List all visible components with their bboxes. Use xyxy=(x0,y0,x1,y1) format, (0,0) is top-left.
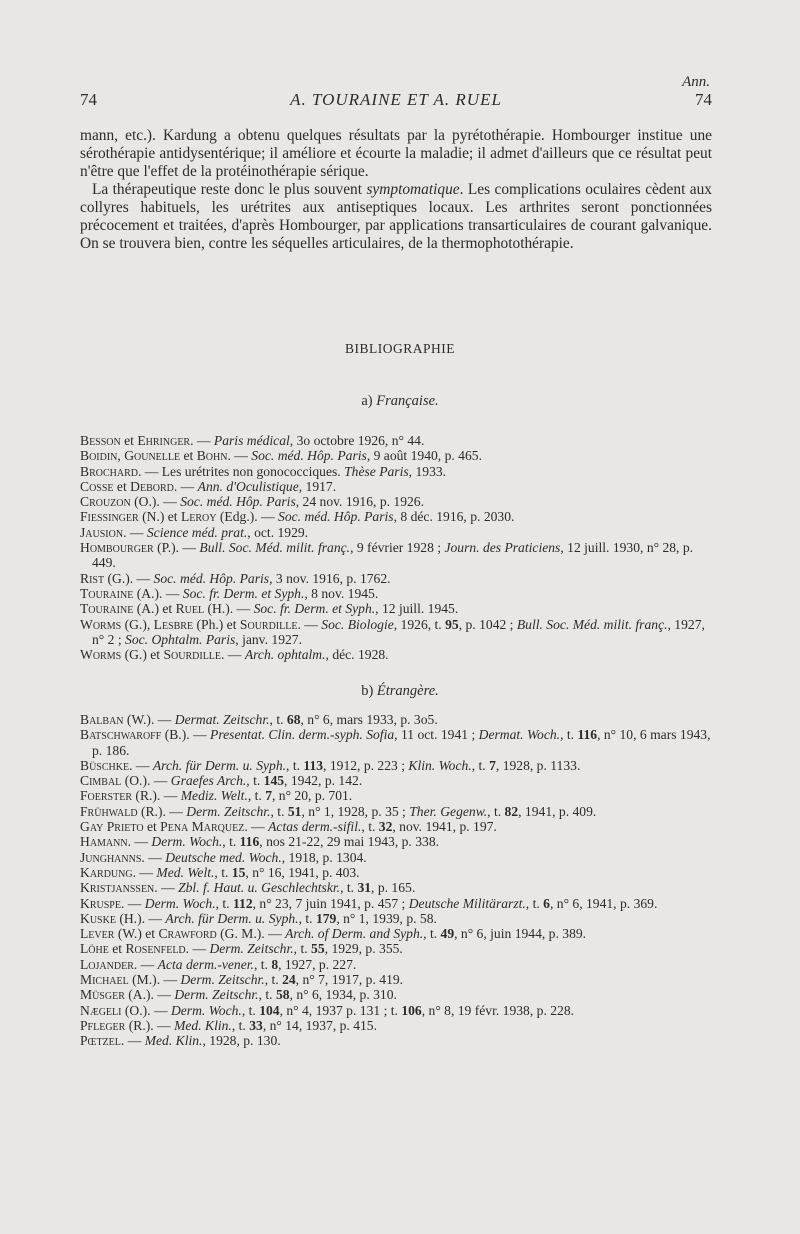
reference-segment: . — xyxy=(185,941,210,957)
reference-entry xyxy=(80,941,712,956)
reference-entry xyxy=(80,525,712,540)
reference-segment: Zbl. f. Haut. u. Geschlechtskr. xyxy=(178,880,341,896)
reference-segment: Thèse Paris xyxy=(344,463,409,479)
reference-segment: , 1933. xyxy=(408,463,447,479)
reference-segment: Arch. für Derm. u. Syph. xyxy=(165,910,299,926)
reference-entry xyxy=(80,464,712,479)
reference-segment: , p. 165. xyxy=(371,880,416,896)
reference-segment: , t. xyxy=(361,819,379,835)
reference-segment: 116 xyxy=(577,727,598,743)
reference-entry xyxy=(80,479,712,494)
reference-segment: , 12 juill. 1945. xyxy=(375,601,459,617)
reference-segment: , n° 4, 1937 p. 131 ; t. xyxy=(279,1002,402,1018)
reference-segment: , t. xyxy=(270,803,288,819)
reference-segment: , n° 10, 6 mars 1943, p. 186. xyxy=(92,727,711,758)
paragraph-2-start: La thérapeutique reste donc le plus souvent xyxy=(92,181,367,198)
reference-segment: , 8 nov. 1945. xyxy=(304,585,379,601)
reference-segment: Dermat. Zeitschr. xyxy=(174,712,270,727)
page-number-left: 74 xyxy=(80,90,97,109)
reference-entry xyxy=(80,586,712,601)
reference-segment: Bull. Soc. Méd. milit. franç. xyxy=(199,540,351,556)
reference-entry xyxy=(80,773,712,788)
reference-segment: 33 xyxy=(249,1017,263,1033)
reference-segment: Ehringer xyxy=(137,433,191,448)
reference-segment: , t. xyxy=(258,987,276,1003)
reference-segment: 145 xyxy=(263,773,285,789)
reference-segment: , n° 8, 19 févr. 1938, p. 228. xyxy=(421,1002,575,1018)
reference-segment: , t. xyxy=(340,880,358,896)
reference-segment: Bohn xyxy=(196,448,228,464)
reference-segment: (O.). — xyxy=(130,494,181,510)
reference-segment: , t. xyxy=(253,956,272,972)
reference-entry xyxy=(80,494,712,509)
reference-entry xyxy=(80,509,712,524)
reference-segment: Foerster xyxy=(80,788,133,804)
reference-segment: Fiessinger xyxy=(80,509,139,525)
reference-segment: Leroy xyxy=(180,509,217,525)
reference-segment: . — xyxy=(297,616,322,632)
reference-segment: Arch. of Derm. and Syph. xyxy=(285,926,424,942)
reference-segment: 6 xyxy=(543,895,550,911)
reference-segment: . — xyxy=(154,880,179,896)
reference-segment: (G.), xyxy=(121,616,154,632)
running-title: A. TOURAINE ET A. RUEL xyxy=(290,90,502,109)
reference-segment: . — xyxy=(133,956,158,972)
reference-segment: (G.). — xyxy=(104,570,154,586)
reference-entry xyxy=(80,1003,712,1018)
reference-segment: Pfleger xyxy=(80,1017,126,1033)
reference-segment: Gounelle xyxy=(124,448,181,464)
reference-segment: , 1927, p. 227. xyxy=(278,956,357,972)
reference-segment: , n° 20, p. 701. xyxy=(272,788,353,804)
reference-segment: Kristjanssen xyxy=(80,880,155,896)
reference-segment: Derm. Zeitschr. xyxy=(186,803,271,819)
reference-segment: , 1912, p. 223 ; xyxy=(323,757,409,773)
reference-entry xyxy=(80,617,712,648)
reference-segment: , p. 1042 ; xyxy=(458,616,517,632)
reference-segment: Soc. méd. Hôp. Paris xyxy=(278,509,394,525)
reference-segment: Dermat. Woch. xyxy=(478,727,561,743)
reference-segment: 106 xyxy=(401,1002,422,1018)
reference-segment: Crawford xyxy=(158,926,217,942)
reference-segment: (O.). — xyxy=(121,773,171,789)
reference-segment: 7 xyxy=(265,788,272,804)
reference-entry xyxy=(80,1018,712,1033)
reference-segment: (P.). — xyxy=(153,540,200,556)
paragraph-2-end: . Les complications oculaires cèdent aux collyres habituels, les urétrites aux antiseptiques locaux. Les arthrites seront ponctionnées précocement et traitées, d'après Hombourger, par applications transarticulaires de courant galvanique. On se trouvera bien, contre les séquelles articulaires, de la thermophotothérapie. xyxy=(80,181,712,252)
reference-segment: . — xyxy=(127,834,152,850)
reference-segment: (W.) et xyxy=(114,926,159,942)
reference-segment: . — xyxy=(129,757,153,773)
reference-segment: , 9 août 1940, p. 465. xyxy=(366,448,482,464)
reference-segment: 8 xyxy=(271,956,279,972)
paragraph-2 xyxy=(80,181,712,253)
reference-segment: , t. xyxy=(293,941,312,957)
reference-segment: Cosse xyxy=(80,478,114,494)
reference-segment: , janv. 1927. xyxy=(235,631,302,647)
reference-entry xyxy=(80,571,712,586)
reference-segment: et xyxy=(180,448,197,464)
reference-segment: Büschke xyxy=(80,757,130,773)
reference-segment: Rist xyxy=(80,570,105,586)
reference-segment: Bull. Soc. Méd. milit. franç. xyxy=(516,616,668,632)
paragraph-1: mann, etc.). Kardung a obtenu quelques résultats par la pyrétothérapie. Hombourger institue une sérothérapie antidysentérique; il améliore et écourte la maladie; il admet d'ailleurs que ce résultat peut n'être que l'effet de la protéinothérapie sérique. xyxy=(80,127,712,180)
reference-segment: Frühwald xyxy=(80,803,138,819)
reference-segment: , n° 1, 1928, p. 35 ; xyxy=(301,803,410,819)
reference-segment: , 1926, t. xyxy=(393,616,446,632)
reference-segment: Löhe xyxy=(80,941,109,957)
running-header xyxy=(80,90,712,114)
reference-entry xyxy=(80,850,712,865)
reference-segment: (Ph.) et xyxy=(193,616,240,632)
reference-segment: , nos 21-22, 29 mai 1943, p. 338. xyxy=(259,834,440,850)
reference-segment: Soc. Biologie xyxy=(321,616,394,632)
reference-segment: , 8 déc. 1916, p. 2030. xyxy=(393,509,515,525)
reference-segment: , 9 février 1928 ; xyxy=(350,540,445,556)
reference-segment: , 1942, p. 142. xyxy=(284,773,363,789)
reference-segment: et xyxy=(143,819,161,835)
reference-entry xyxy=(80,834,712,849)
reference-segment: , nov. 1941, p. 197. xyxy=(392,819,497,835)
reference-segment: 116 xyxy=(239,834,260,850)
reference-segment: 24 xyxy=(282,972,296,988)
reference-segment: Derm. Woch. xyxy=(170,1002,242,1018)
reference-segment: , oct. 1929. xyxy=(247,524,309,540)
page-number-right: 74 xyxy=(695,90,712,109)
reference-segment: 95 xyxy=(445,616,459,632)
reference-segment: et xyxy=(113,478,131,494)
reference-segment: , 1929, p. 355. xyxy=(324,941,403,957)
body-text xyxy=(80,127,712,253)
reference-segment: 7 xyxy=(489,757,496,773)
reference-segment: 58 xyxy=(275,987,290,1003)
reference-segment: Paris médical xyxy=(213,433,290,448)
reference-segment: Soc. méd. Hôp. Paris xyxy=(180,494,296,510)
reference-segment: , t. xyxy=(264,972,283,988)
reference-segment: (B.). — xyxy=(161,727,211,743)
reference-segment: Lojander xyxy=(80,956,134,972)
reference-segment: Journ. des Praticiens xyxy=(444,540,561,556)
reference-segment: Lever xyxy=(80,926,115,942)
reference-segment: Hamann xyxy=(80,834,128,850)
references-foreign xyxy=(80,712,712,1049)
reference-segment: 32 xyxy=(378,819,393,835)
reference-segment: , 1941, p. 409. xyxy=(518,803,597,819)
reference-segment: . — xyxy=(141,849,166,865)
reference-segment: . — Les urétrites non gonococciques. xyxy=(137,463,345,479)
reference-segment: Kruspe xyxy=(80,895,121,911)
reference-entry xyxy=(80,601,712,616)
reference-segment: 113 xyxy=(303,757,324,773)
reference-segment: Presentat. Clin. derm.-syph. Sofia xyxy=(210,727,395,743)
reference-segment: (O.). — xyxy=(121,1002,171,1018)
reference-segment: Lesbre xyxy=(153,616,194,632)
reference-entry xyxy=(80,448,712,463)
reference-entry xyxy=(80,758,712,773)
reference-segment: . — xyxy=(120,1033,145,1049)
reference-segment: (A.). — xyxy=(133,585,183,601)
reference-entry xyxy=(80,788,712,803)
reference-segment: , 1928, p. 1133. xyxy=(495,757,581,773)
reference-segment: , t. xyxy=(231,1017,250,1033)
reference-segment: Pena Marquez xyxy=(160,819,245,835)
reference-segment: (H.). — xyxy=(115,910,166,926)
reference-segment: , 1928, p. 130. xyxy=(202,1033,281,1049)
reference-segment: , t. xyxy=(525,895,544,911)
reference-entry xyxy=(80,712,712,727)
reference-entry xyxy=(80,926,712,941)
reference-segment: Med. Welt. xyxy=(156,864,215,880)
reference-segment: 51 xyxy=(287,803,302,819)
section-a-label: a) xyxy=(361,393,377,409)
reference-segment: , n° 6, juin 1944, p. 389. xyxy=(454,926,587,942)
reference-segment: Derm. Woch. xyxy=(144,895,216,911)
reference-segment: Acta derm.-vener. xyxy=(157,956,254,972)
reference-segment: Batschwaroff xyxy=(80,727,162,743)
reference-segment: , 1918, p. 1304. xyxy=(281,849,367,865)
reference-segment: (M.). — xyxy=(128,972,181,988)
reference-segment: Klin. Woch. xyxy=(408,757,472,773)
reference-segment: Deutsche med. Woch. xyxy=(165,849,282,865)
reference-segment: 112 xyxy=(232,895,253,911)
section-a-title xyxy=(0,393,800,410)
reference-segment: 179 xyxy=(315,910,337,926)
reference-segment: , 3 nov. 1916, p. 1762. xyxy=(269,570,391,586)
reference-segment: , n° 7, 1917, p. 419. xyxy=(295,972,404,988)
reference-entry xyxy=(80,804,712,819)
reference-segment: . — xyxy=(244,819,269,835)
reference-segment: Actas derm.-sifil. xyxy=(268,819,362,835)
reference-segment: , t. xyxy=(246,773,264,789)
reference-segment: Soc. méd. Hôp. Paris xyxy=(251,448,367,464)
reference-segment: Junghanns xyxy=(80,849,142,865)
reference-segment: Derm. Zeitschr. xyxy=(174,987,259,1003)
section-b-title xyxy=(0,683,800,700)
reference-segment: Ruel xyxy=(175,601,205,617)
reference-segment: , n° 6, 1934, p. 310. xyxy=(289,987,397,1003)
reference-segment: Derm. Woch. xyxy=(151,834,223,850)
reference-segment: , 24 nov. 1916, p. 1926. xyxy=(295,494,425,510)
reference-segment: Rosenfeld xyxy=(125,941,186,957)
reference-segment: , n° 6, mars 1933, p. 3o5. xyxy=(300,712,438,727)
reference-segment: , t. xyxy=(241,1002,260,1018)
reference-segment: , t. xyxy=(222,834,240,850)
reference-entry xyxy=(80,987,712,1002)
reference-segment: (R.). — xyxy=(125,1017,175,1033)
reference-segment: Cimbal xyxy=(80,773,122,789)
reference-segment: Nægeli xyxy=(80,1002,122,1018)
reference-segment: , t. xyxy=(298,910,316,926)
reference-segment: Arch. für Derm. u. Syph. xyxy=(152,757,287,773)
reference-segment: Gay Prieto xyxy=(80,819,144,835)
reference-segment: Arch. ophtalm. xyxy=(244,647,326,663)
reference-segment: , t. xyxy=(487,803,505,819)
reference-segment: Kuske xyxy=(80,910,116,926)
reference-segment: et xyxy=(108,941,126,957)
reference-segment: . — xyxy=(173,478,198,494)
reference-segment: 82 xyxy=(504,803,519,819)
reference-segment: , 11 oct. 1941 ; xyxy=(394,727,479,743)
reference-segment: , t. xyxy=(423,926,441,942)
reference-segment: . — xyxy=(123,524,147,540)
reference-segment: Soc. méd. Hôp. Paris xyxy=(153,570,270,586)
reference-entry xyxy=(80,727,712,758)
reference-segment: , n° 23, 7 juin 1941, p. 457 ; xyxy=(252,895,409,911)
reference-segment: Crouzon xyxy=(80,494,131,510)
reference-segment: Kardung xyxy=(80,864,133,880)
bibliography-title: BIBLIOGRAPHIE xyxy=(345,341,455,356)
reference-segment: , t. xyxy=(214,864,232,880)
reference-segment: , t. xyxy=(215,895,233,911)
reference-entry xyxy=(80,433,712,448)
reference-segment: 15 xyxy=(231,864,246,880)
reference-segment: Med. Klin. xyxy=(144,1033,203,1049)
reference-segment: Soc. Ophtalm. Paris xyxy=(125,631,236,647)
reference-segment: Sourdille xyxy=(163,647,222,663)
reference-segment: , n° 16, 1941, p. 403. xyxy=(245,864,360,880)
reference-entry xyxy=(80,819,712,834)
reference-segment: Ther. Gegenw. xyxy=(409,803,488,819)
reference-segment: (N.) et xyxy=(138,509,181,525)
reference-segment: 68 xyxy=(286,712,301,727)
reference-segment: . — xyxy=(120,895,145,911)
reference-segment: , 1927, n° 2 ; xyxy=(92,616,705,647)
paragraph-2-emphasis: symptomatique xyxy=(366,181,460,198)
reference-segment: 104 xyxy=(259,1002,280,1018)
section-a-name: Française. xyxy=(376,393,439,409)
reference-entry xyxy=(80,540,712,571)
reference-segment: 49 xyxy=(440,926,455,942)
reference-segment: , déc. 1928. xyxy=(325,647,389,663)
reference-segment: Worms xyxy=(80,616,122,632)
reference-segment: Balban xyxy=(80,712,124,727)
reference-entry xyxy=(80,647,712,662)
reference-segment: (R.). — xyxy=(137,803,187,819)
reference-segment: . — xyxy=(227,448,252,464)
reference-segment: et xyxy=(120,433,138,448)
reference-segment: , n° 14, 1937, p. 415. xyxy=(262,1017,377,1033)
reference-segment: Ann. d'Oculistique xyxy=(197,478,299,494)
reference-segment: , t. xyxy=(560,727,578,743)
reference-segment: Sourdille xyxy=(239,616,298,632)
reference-segment: Boidin xyxy=(80,448,118,464)
header-annotation: Ann. xyxy=(682,74,710,90)
reference-segment: Med. Klin. xyxy=(174,1017,232,1033)
reference-segment: , 3o octobre 1926, n° 44. xyxy=(289,433,425,448)
reference-entry xyxy=(80,1033,712,1048)
reference-segment: , t. xyxy=(247,788,266,804)
reference-segment: . — xyxy=(190,433,214,448)
reference-segment: , 12 juill. 1930, n° 28, p. 449. xyxy=(92,540,694,571)
reference-segment: (G. M.). — xyxy=(216,926,286,942)
section-b-label: b) xyxy=(361,683,377,699)
reference-segment: Deutsche Militärarzt. xyxy=(408,895,526,911)
reference-segment: Debord xyxy=(130,478,174,494)
reference-segment: , n° 1, 1939, p. 58. xyxy=(336,910,437,926)
reference-segment: Besson xyxy=(80,433,121,448)
reference-entry xyxy=(80,865,712,880)
reference-segment: Michael xyxy=(80,972,129,988)
reference-segment: . — xyxy=(132,864,157,880)
reference-segment: (H.). — xyxy=(204,601,254,617)
reference-segment: Müsger xyxy=(80,987,125,1003)
reference-segment: , t. xyxy=(471,757,490,773)
reference-entry xyxy=(80,896,712,911)
reference-segment: (Edg.). — xyxy=(216,509,279,525)
reference-segment: Soc. fr. Derm. et Syph. xyxy=(182,585,305,601)
reference-segment: Mediz. Welt. xyxy=(180,788,248,804)
reference-segment: Soc. fr. Derm. et Syph. xyxy=(253,601,376,617)
reference-segment: Touraine xyxy=(80,585,134,601)
reference-segment: Brochard xyxy=(80,463,138,479)
reference-segment: Derm. Zeitschr. xyxy=(209,941,294,957)
reference-entry xyxy=(80,880,712,895)
reference-segment: , xyxy=(117,448,125,464)
reference-segment: Hombourger xyxy=(80,540,154,556)
reference-segment: Touraine xyxy=(80,601,134,617)
reference-segment: Worms xyxy=(80,647,122,663)
reference-segment: Science méd. prat. xyxy=(146,524,248,540)
reference-segment: Derm. Zeitschr. xyxy=(180,972,265,988)
reference-segment: Jausion xyxy=(80,524,124,540)
section-b-name: Étrangère. xyxy=(376,683,439,699)
reference-entry xyxy=(80,972,712,987)
reference-segment: (R.). — xyxy=(132,788,181,804)
reference-segment: , t. xyxy=(269,712,287,727)
reference-segment: 31 xyxy=(357,880,372,896)
reference-segment: 55 xyxy=(311,941,325,957)
reference-entry xyxy=(80,911,712,926)
reference-segment: , 1917. xyxy=(298,478,337,494)
reference-entry xyxy=(80,957,712,972)
reference-segment: (W.). — xyxy=(123,712,175,727)
reference-segment: Pœtzel xyxy=(80,1033,121,1049)
reference-segment: (G.) et xyxy=(121,647,164,663)
reference-segment: (A.). — xyxy=(124,987,175,1003)
reference-segment: , t. xyxy=(286,757,304,773)
reference-segment: . — xyxy=(221,647,245,663)
reference-segment: (A.) et xyxy=(133,601,176,617)
reference-segment: , n° 6, 1941, p. 369. xyxy=(549,895,658,911)
reference-segment: Graefes Arch. xyxy=(170,773,247,789)
references-french xyxy=(80,433,712,662)
